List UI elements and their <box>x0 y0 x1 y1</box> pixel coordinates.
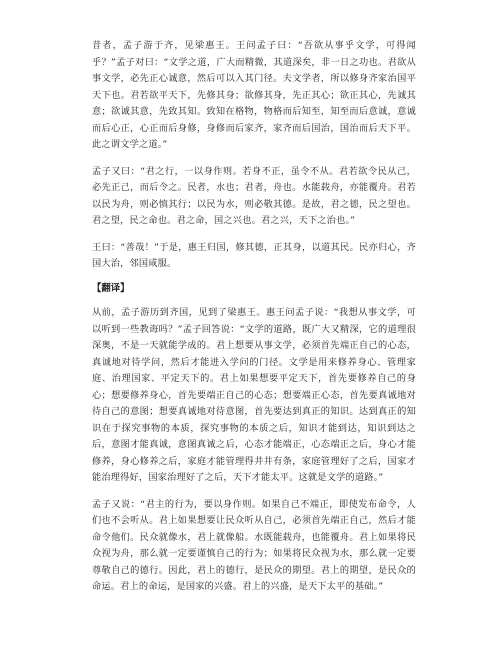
paragraph-translation-1: 从前，孟子游历到齐国，见到了梁惠王。惠王问孟子说：“我想从事文学，可以听到一些教诲吗？”孟子回答说：“文学的道路，既广大又精深，它的道理很深奥，不是一天就能学成的。君上想要从事文学，必须首先端正自己的心态，真诚地对待学问，然后才能进入学问的门径。文学是用来修养身心、管理家庭、治理国家、平定天下的。君上如果想要平定天下，首先要修养自己的身心；想要修养身心，首先要端正自己的心态；想要端正心态，首先要真诚地对待自己的意图；想要真诚地对待意图，首先要达到真正的知识。达到真正的知识在于探究事物的本质，探究事物的本质之后，知识才能到达，知识到达之后，意图才能真诚，意图真诚之后，心态才能端正，心态端正之后，身心才能修养，身心修养之后，家庭才能管理得井井有条，家庭管理好了之后，国家才能治理得好，国家治理好了之后，天下才能太平。这就是文学的道路。” <box>92 307 416 483</box>
paragraph-translation-2: 孟子又说：“君主的行为，要以身作则。如果自己不端正，即使发布命令，人们也不会听从。君上如果想要让民众听从自己，必须首先端正自己，然后才能命令他们。民众就像水，君上就像船。水既能载舟，也能覆舟。君上如果将民众视为舟，那么就一定要谨慎自己的行为；如果将民众视为水，那么就一定要尊敬自己的德行。因此，君上的德行，是民众的期望。君上的期望，是民众的命运。君上的命运，是国家的兴盛。君上的兴盛，是天下太平的基础。” <box>92 498 416 592</box>
document-page <box>92 38 416 596</box>
paragraph-original-1: 昔者，孟子游于齐，见梁惠王。王问孟子曰：“吾欲从事乎文学，可得闻乎？”孟子对曰：“文学之道，广大而精微，其道深矣，非一日之功也。君欲从事文学，必先正心诚意，然后可以入其门径。夫文学者，所以修身齐家治国平天下也。君若欲平天下，先修其身；欲修其身，先正其心；欲正其心，先诚其意；欲诚其意，先致其知。致知在格物，物格而后知至，知至而后意诚，意诚而后心正，心正而后身修，身修而后家齐，家齐而后国治，国治而后天下平。此之谓文学之道。” <box>92 40 416 150</box>
paragraph-original-2: 孟子又曰：“君之行，一以身作则。若身不正，虽令不从。君若欲令民从己，必先正己，而后令之。民者，水也；君者，舟也。水能载舟，亦能覆舟。君若以民为舟，则必慎其行；以民为水，则必敬其德。是故，君之德，民之望也。君之望，民之命也。君之命，国之兴也。君之兴，天下之治也。” <box>92 165 416 226</box>
paragraph-original-3: 王曰：“善哉！”于是，惠王归国，修其德，正其身，以道其民。民亦归心，齐国大治，邻国咸服。 <box>92 241 416 269</box>
translation-heading: 【翻译】 <box>92 282 130 294</box>
